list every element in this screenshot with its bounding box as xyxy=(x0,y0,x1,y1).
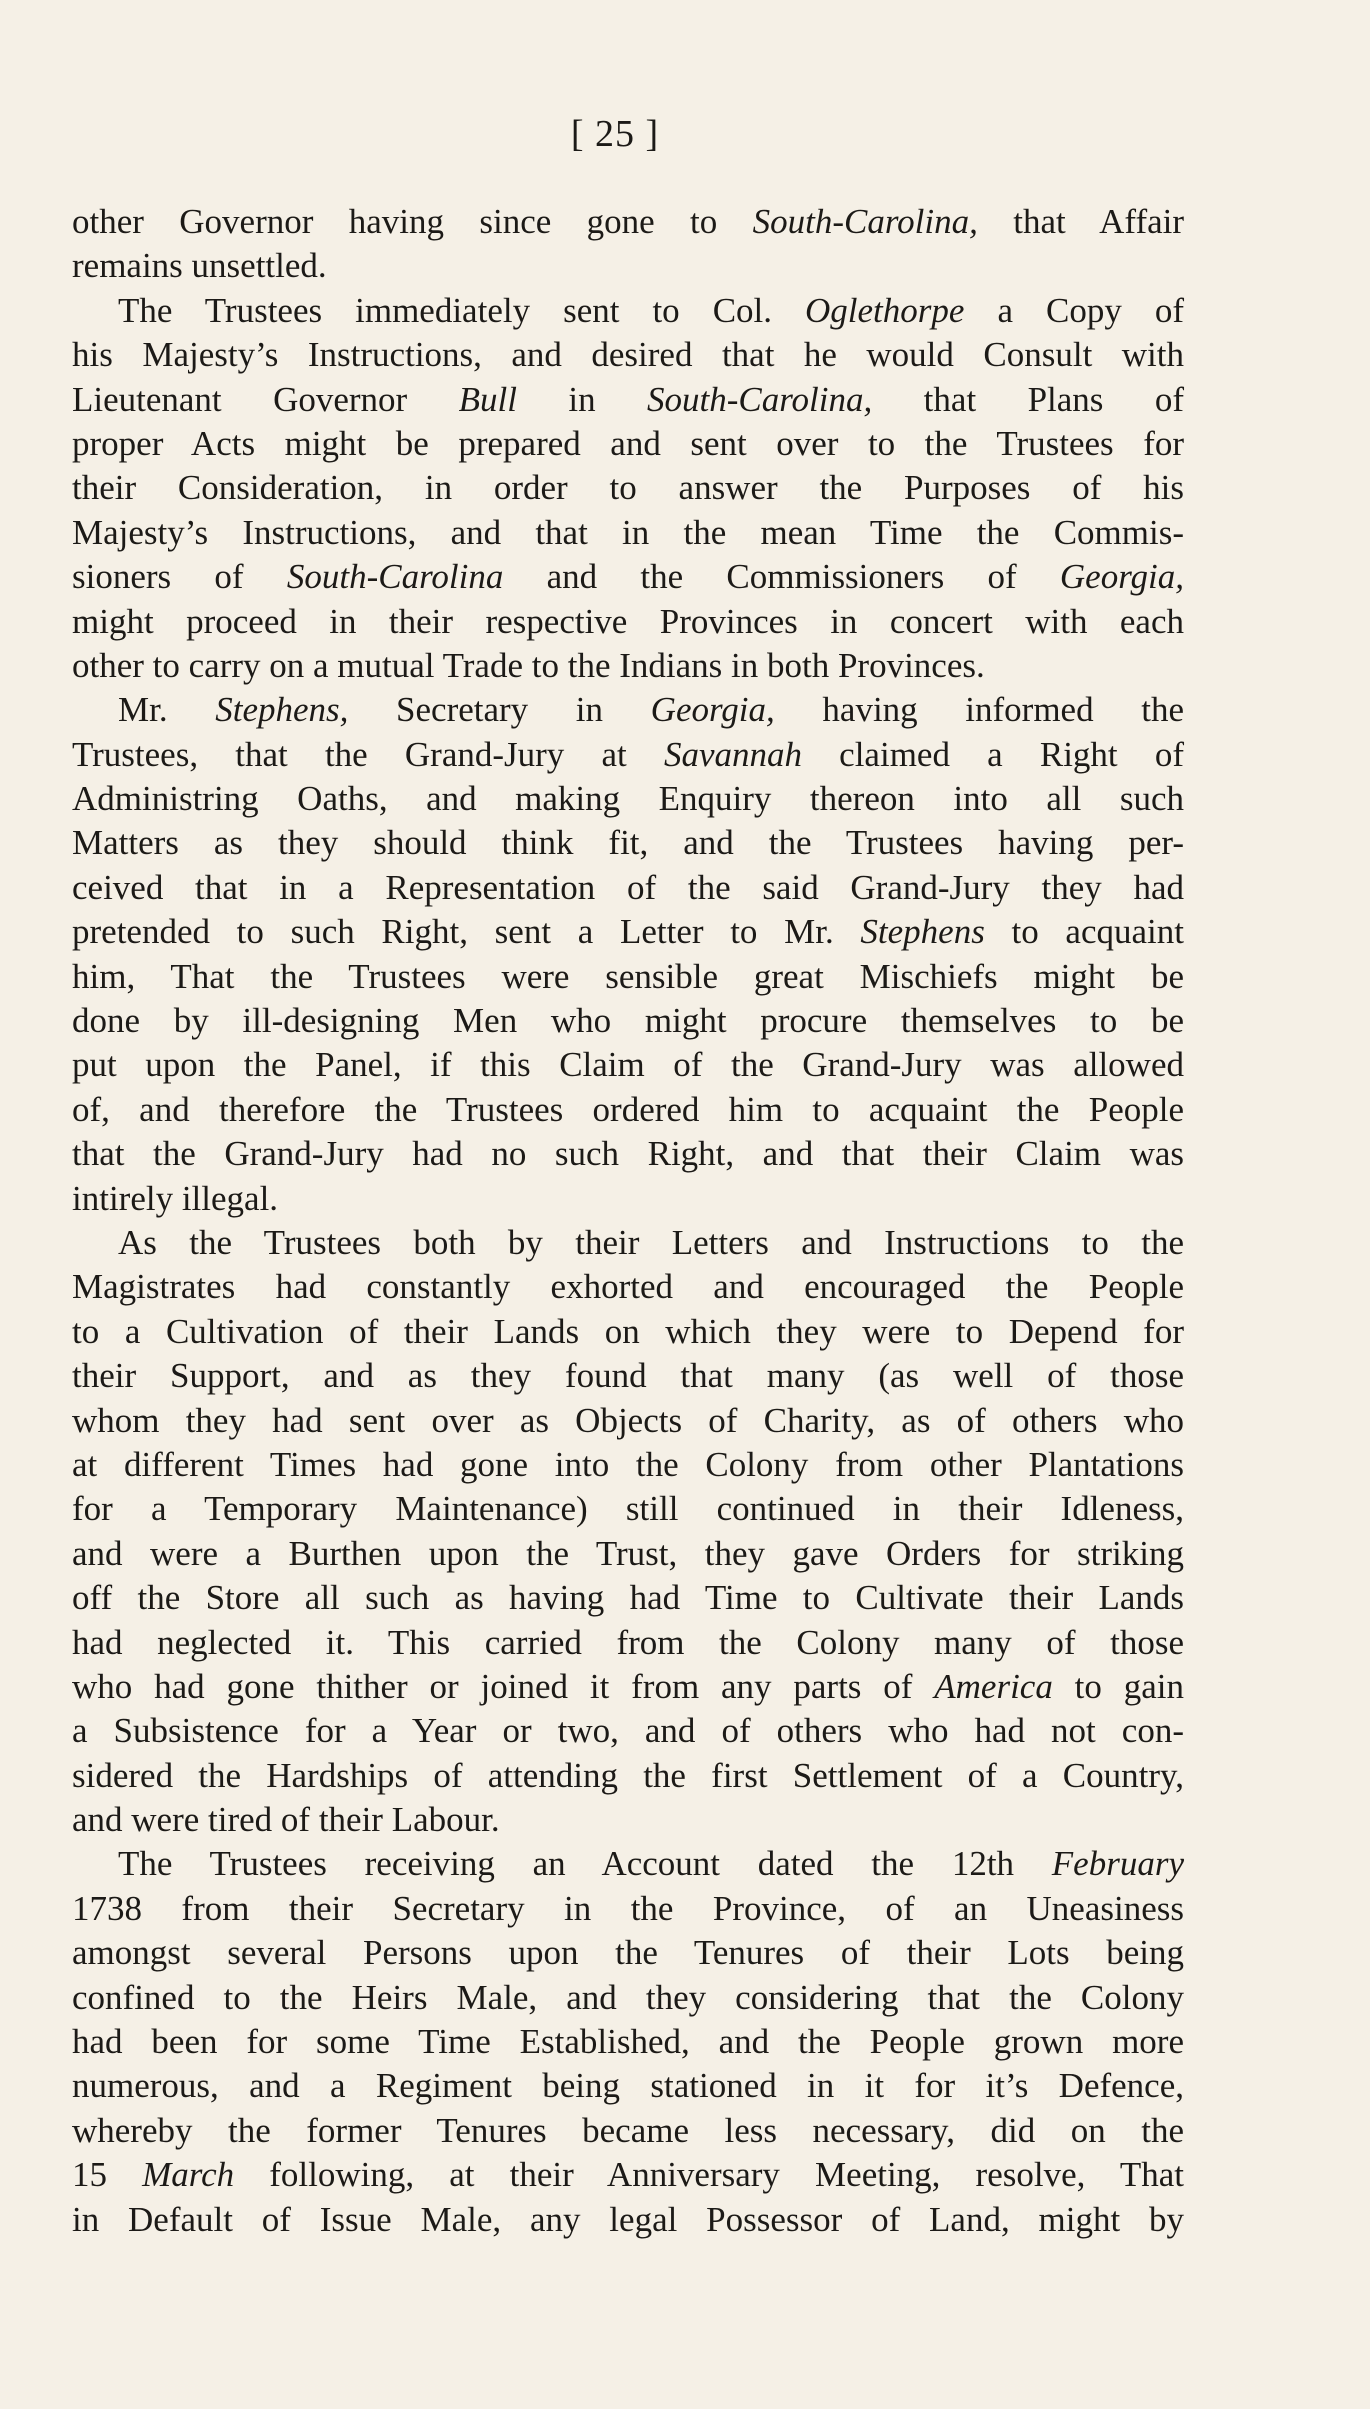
text-segment: claimed a Right of xyxy=(801,734,1184,774)
text-line xyxy=(72,1043,1184,1087)
text-segment: proper Acts might be prepared and sent over to the Trustees for xyxy=(72,423,1184,463)
text-line xyxy=(72,1487,1184,1531)
text-segment: other Governor having since gone to xyxy=(72,202,753,241)
text-segment: and were a Burthen upon the Trust, they gave Orders for striking xyxy=(72,1533,1184,1573)
italic-text: Stephens xyxy=(860,912,985,952)
text-line xyxy=(72,466,1184,510)
text-line xyxy=(72,1931,1184,1975)
text-segment: pretended to such Right, sent a Letter to Mr. xyxy=(72,912,861,952)
italic-text: Oglethorpe xyxy=(805,290,965,330)
text-line xyxy=(72,1354,1184,1398)
italic-text: March xyxy=(142,2155,235,2195)
text-line xyxy=(72,1576,1184,1620)
text-segment: other to carry on a mutual Trade to the Indians in both Provinces. xyxy=(72,645,985,685)
text-segment: done by ill-designing Men who might procure themselves to be xyxy=(72,1001,1184,1041)
text-line xyxy=(72,733,1184,777)
body-text xyxy=(72,200,1184,2242)
text-segment: Secretary in xyxy=(348,690,651,730)
text-segment: for a Temporary Maintenance) still continued in their Idleness, xyxy=(72,1489,1184,1529)
italic-text: February xyxy=(1051,1844,1184,1884)
text-segment: that Plans of xyxy=(872,379,1185,419)
text-segment: that the Grand-Jury had no such Right, and that their Claim was xyxy=(72,1134,1184,1174)
text-line xyxy=(72,1532,1184,1576)
text-line xyxy=(72,999,1184,1043)
text-segment: to acquaint xyxy=(984,912,1184,952)
text-segment: a Subsistence for a Year or two, and of others who had not con- xyxy=(72,1711,1184,1751)
text-line xyxy=(72,1265,1184,1309)
text-line xyxy=(72,600,1184,644)
text-line xyxy=(72,866,1184,910)
text-line xyxy=(72,1443,1184,1487)
text-segment: their Consideration, in order to answer the Purposes of his xyxy=(72,468,1184,508)
text-segment: in Default of Issue Male, any legal Possessor of Land, might by xyxy=(72,2199,1184,2239)
text-segment: Administring Oaths, and making Enquiry thereon into all such xyxy=(72,779,1184,819)
text-segment: Majesty’s Instructions, and that in the mean Time the Commis- xyxy=(72,512,1184,552)
text-segment: ceived that in a Representation of the said Grand-Jury they had xyxy=(72,867,1184,907)
text-line xyxy=(72,378,1184,422)
text-segment: his Majesty’s Instructions, and desired that he would Consult with xyxy=(72,335,1184,375)
text-segment: Mr. xyxy=(118,690,216,730)
text-segment: to a Cultivation of their Lands on which they were to Depend for xyxy=(72,1311,1184,1351)
text-line xyxy=(72,955,1184,999)
text-line xyxy=(72,200,1184,244)
text-segment: might proceed in their respective Provinces in concert with each xyxy=(72,601,1184,641)
text-segment: The Trustees receiving an Account dated the 12th xyxy=(118,1844,1052,1884)
text-line xyxy=(72,333,1184,377)
text-segment: had neglected it. This carried from the Colony many of those xyxy=(72,1622,1184,1662)
text-segment: sidered the Hardships of attending the first Settlement of a Country, xyxy=(72,1755,1184,1795)
text-line xyxy=(72,1709,1184,1753)
text-segment: had been for some Time Established, and the People grown more xyxy=(72,2022,1184,2062)
text-line xyxy=(72,511,1184,555)
text-segment: remains unsettled. xyxy=(72,246,327,286)
text-line xyxy=(72,644,1184,688)
italic-text: Georgia, xyxy=(1059,557,1185,597)
text-segment: who had gone thither or joined it from any parts of xyxy=(72,1666,935,1706)
text-segment: Magistrates had constantly exhorted and encouraged the People xyxy=(72,1267,1184,1307)
text-segment: confined to the Heirs Male, and they considering that the Colony xyxy=(72,1977,1184,2017)
text-line xyxy=(72,1665,1184,1709)
text-line xyxy=(72,821,1184,865)
text-segment: sioners of xyxy=(72,557,287,597)
italic-text: Georgia, xyxy=(650,690,775,730)
italic-text: Savannah xyxy=(663,734,802,774)
text-segment: off the Store all such as having had Time to Cultivate their Lands xyxy=(72,1578,1184,1618)
text-line xyxy=(72,1399,1184,1443)
text-line xyxy=(72,1310,1184,1354)
text-line xyxy=(72,2153,1184,2197)
italic-text: South-Carolina xyxy=(286,557,504,597)
text-line xyxy=(72,422,1184,466)
text-line xyxy=(72,289,1184,333)
text-segment: to gain xyxy=(1052,1666,1184,1706)
text-segment: following, at their Anniversary Meeting, resolve, That xyxy=(234,2155,1184,2195)
text-segment: a Copy of xyxy=(964,290,1184,330)
text-segment: 15 xyxy=(72,2155,143,2195)
text-segment: amongst several Persons upon the Tenures of their Lots being xyxy=(72,1933,1184,1973)
text-segment: whereby the former Tenures became less necessary, did on the xyxy=(72,2110,1184,2150)
text-segment: Lieutenant Governor xyxy=(72,379,459,419)
text-segment: of, and therefore the Trustees ordered him to acquaint the People xyxy=(72,1089,1184,1129)
text-segment: that Affair xyxy=(977,202,1185,241)
text-segment: their Support, and as they found that many (as well of those xyxy=(72,1356,1184,1396)
text-line xyxy=(72,2064,1184,2108)
text-segment: whom they had sent over as Objects of Charity, as of others who xyxy=(72,1400,1184,1440)
text-segment: intirely illegal. xyxy=(72,1178,279,1218)
text-line xyxy=(72,688,1184,732)
text-line xyxy=(72,1798,1184,1842)
italic-text: Bull xyxy=(458,379,517,419)
text-line xyxy=(72,777,1184,821)
text-segment: 1738 from their Secretary in the Province, of an Uneasiness xyxy=(72,1888,1184,1928)
text-line xyxy=(72,910,1184,954)
text-line xyxy=(72,1842,1184,1886)
text-line xyxy=(72,1887,1184,1931)
text-line xyxy=(72,1132,1184,1176)
text-segment: having informed the xyxy=(774,690,1184,730)
text-line xyxy=(72,555,1184,599)
text-line xyxy=(72,1621,1184,1665)
text-segment: As the Trustees both by their Letters and Instructions to the xyxy=(118,1222,1184,1262)
text-line xyxy=(72,2020,1184,2064)
italic-text: Stephens, xyxy=(215,690,349,730)
italic-text: America xyxy=(934,1666,1053,1706)
text-line xyxy=(72,1088,1184,1132)
text-segment: and the Commissioners of xyxy=(503,557,1060,597)
text-line xyxy=(72,2198,1184,2242)
text-line xyxy=(72,2109,1184,2153)
text-line xyxy=(72,1221,1184,1265)
text-segment: The Trustees immediately sent to Col. xyxy=(118,290,806,330)
text-segment: put upon the Panel, if this Claim of the Grand-Jury was allowed xyxy=(72,1045,1184,1085)
text-segment: in xyxy=(516,379,648,419)
italic-text: South-Carolina, xyxy=(647,379,873,419)
text-segment: numerous, and a Regiment being stationed in it for it’s Defence, xyxy=(72,2066,1184,2106)
text-segment: and were tired of their Labour. xyxy=(72,1800,500,1840)
text-segment: Trustees, that the Grand-Jury at xyxy=(72,734,664,774)
text-segment: at different Times had gone into the Colony from other Plantations xyxy=(72,1444,1184,1484)
italic-text: South-Carolina, xyxy=(752,202,978,241)
text-line xyxy=(72,244,1184,288)
text-segment: Matters as they should think fit, and the Trustees having per- xyxy=(72,823,1184,863)
text-line xyxy=(72,1754,1184,1798)
text-line xyxy=(72,1177,1184,1221)
page-number: [ 25 ] xyxy=(570,113,660,155)
text-line xyxy=(72,1976,1184,2020)
text-segment: him, That the Trustees were sensible great Mischiefs might be xyxy=(72,956,1184,996)
